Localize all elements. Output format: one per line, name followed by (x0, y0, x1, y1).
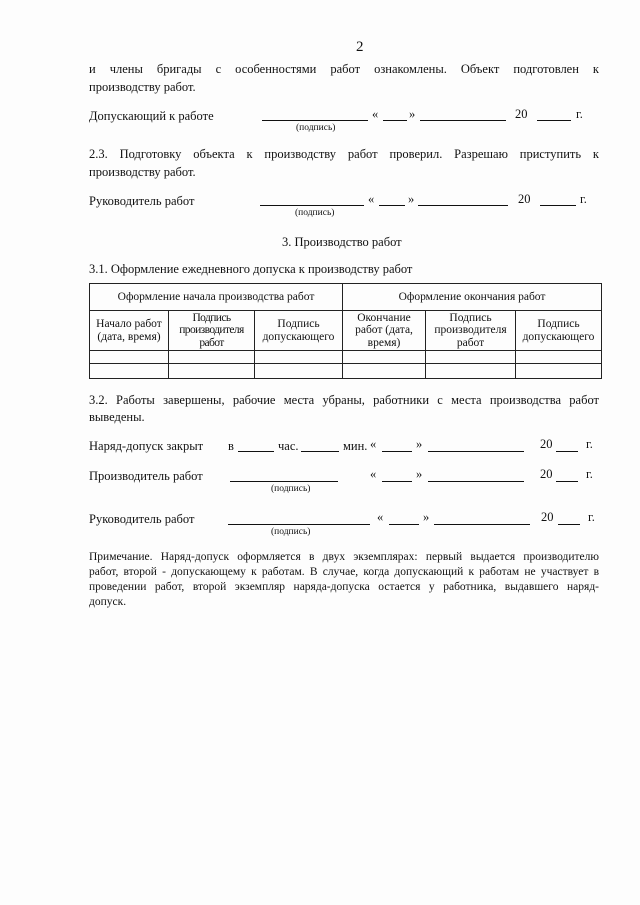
producer-year-suffix: г. (586, 467, 593, 481)
permit-closed-year-suffix: г. (586, 437, 593, 451)
table-row (90, 364, 602, 379)
manager-2-year-suffix: г. (588, 510, 595, 524)
manager-1-month-line[interactable] (418, 205, 508, 206)
producer-day-line[interactable] (382, 481, 412, 482)
manager-1-signature-note: (подпись) (295, 208, 335, 218)
section-2-3-line-2: производству работ. (89, 165, 196, 179)
producer-year-line[interactable] (556, 481, 578, 482)
manager-2-signature-note: (подпись) (271, 527, 311, 537)
table-header-producer-signature-end: Подпись производителя работ (426, 311, 516, 351)
section-3-1-heading: 3.1. Оформление ежедневного допуска к производству работ (89, 262, 413, 276)
table-cell[interactable] (343, 364, 426, 379)
manager-2-year-line[interactable] (558, 524, 580, 525)
producer-label: Производитель работ (89, 469, 203, 483)
table-header-end-time: Окончание работ (дата, время) (343, 311, 426, 351)
table-cell[interactable] (90, 364, 169, 379)
note-line-3: проведении работ, второй экземпляр наряда-допуска остается у работника, выдавшего наряд- (89, 581, 599, 593)
table-header-admitting-signature-start: Подпись допускающего (255, 311, 343, 351)
table-cell[interactable] (426, 364, 516, 379)
table-header-admitting-signature-end: Подпись допускающего (516, 311, 602, 351)
table-header-start-time: Начало работ (дата, время) (90, 311, 169, 351)
manager-2-month-line[interactable] (434, 524, 530, 525)
table-group-start: Оформление начала производства работ (90, 284, 343, 311)
permit-closed-month-line[interactable] (428, 451, 524, 452)
producer-year-prefix: 20 (540, 467, 553, 481)
table-cell[interactable] (90, 351, 169, 364)
manager-1-year-line[interactable] (540, 205, 576, 206)
table-cell[interactable] (255, 351, 343, 364)
note-line-4: допуск. (89, 596, 127, 608)
producer-quote-close: » (416, 467, 423, 481)
table-cell[interactable] (169, 351, 255, 364)
table-cell[interactable] (516, 351, 602, 364)
producer-signature-note: (подпись) (271, 484, 311, 494)
permit-closed-minutes-line[interactable] (301, 451, 339, 452)
admitting-month-line[interactable] (420, 120, 506, 121)
permit-closed-year-line[interactable] (556, 451, 578, 452)
permit-closed-year-prefix: 20 (540, 437, 553, 451)
admitting-signature-line[interactable] (262, 120, 368, 121)
admitting-quote-close: » (409, 107, 416, 121)
permit-closed-quote-close: » (416, 437, 423, 451)
manager-1-year-suffix: г. (580, 192, 587, 206)
manager-1-signature-line[interactable] (260, 205, 364, 206)
admitting-signature-note: (подпись) (296, 123, 336, 133)
manager-1-label: Руководитель работ (89, 194, 195, 208)
table-cell[interactable] (255, 364, 343, 379)
producer-month-line[interactable] (428, 481, 524, 482)
permit-closed-quote-open: « (370, 437, 377, 451)
intro-line-2: производству работ. (89, 80, 196, 94)
daily-admission-table (89, 283, 602, 379)
manager-1-year-prefix: 20 (518, 192, 531, 206)
admitting-year-line[interactable] (537, 120, 571, 121)
table-cell[interactable] (426, 351, 516, 364)
note-line-2: работ, второй - допускающему к работам. В случае, когда допускающий к работам не участвует в (89, 566, 599, 578)
permit-closed-hours-line[interactable] (238, 451, 274, 452)
permit-closed-in: в (228, 439, 234, 453)
admitting-day-line[interactable] (383, 120, 407, 121)
table-group-end: Оформление окончания работ (343, 284, 602, 311)
table-cell[interactable] (169, 364, 255, 379)
admitting-quote-open: « (372, 107, 379, 121)
intro-line-1: и члены бригады с особенностями работ ознакомлены. Объект подготовлен к (89, 62, 599, 76)
page-number: 2 (356, 39, 364, 55)
permit-closed-hours-label: час. (278, 439, 299, 453)
admitting-label: Допускающий к работе (89, 109, 214, 123)
manager-2-label: Руководитель работ (89, 512, 195, 526)
section-3-2-line-2: выведены. (89, 410, 145, 424)
note-line-1: Примечание. Наряд-допуск оформляется в двух экземплярах: первый выдается производителю (89, 551, 599, 563)
permit-closed-label: Наряд-допуск закрыт (89, 439, 204, 453)
permit-closed-day-line[interactable] (382, 451, 412, 452)
manager-2-quote-open: « (377, 510, 384, 524)
manager-2-year-prefix: 20 (541, 510, 554, 524)
producer-quote-open: « (370, 467, 377, 481)
table-header-producer-signature-start: Подпись производителя работ (169, 311, 255, 351)
admitting-year-suffix: г. (576, 107, 583, 121)
manager-2-quote-close: » (423, 510, 430, 524)
manager-2-signature-line[interactable] (228, 524, 370, 525)
section-3-2-line-1: 3.2. Работы завершены, рабочие места убраны, работники с места производства работ (89, 393, 599, 407)
manager-1-quote-close: » (408, 192, 415, 206)
table-row (90, 351, 602, 364)
manager-1-day-line[interactable] (379, 205, 405, 206)
admitting-year-prefix: 20 (515, 107, 528, 121)
manager-2-day-line[interactable] (389, 524, 419, 525)
producer-signature-line[interactable] (230, 481, 338, 482)
permit-closed-minutes-label: мин. (343, 439, 368, 453)
table-cell[interactable] (343, 351, 426, 364)
table-cell[interactable] (516, 364, 602, 379)
section-2-3-line-1: 2.3. Подготовку объекта к производству работ проверил. Разрешаю приступить к (89, 147, 599, 161)
section-3-heading: 3. Производство работ (282, 235, 402, 249)
manager-1-quote-open: « (368, 192, 375, 206)
